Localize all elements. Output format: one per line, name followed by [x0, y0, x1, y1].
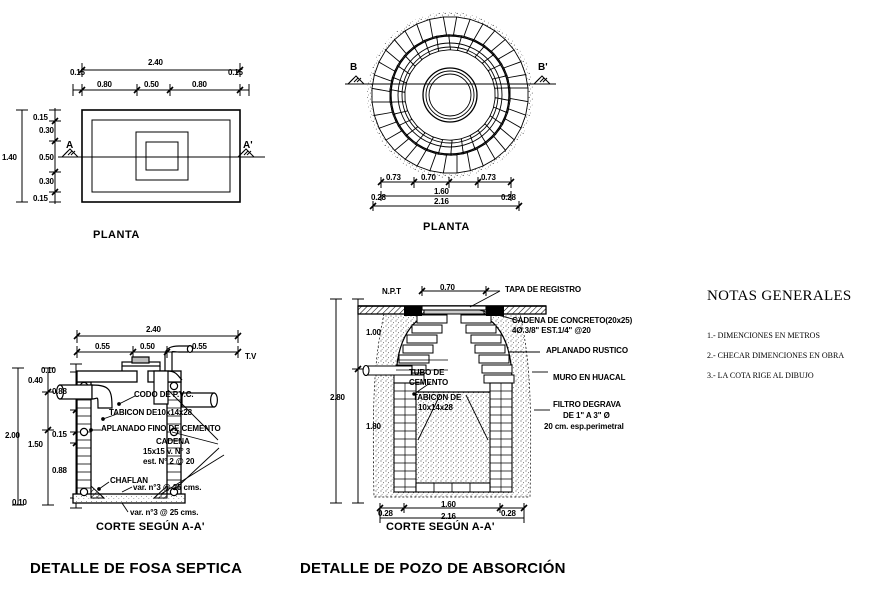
sec-septic-vdim-088a: 0.88	[52, 387, 67, 396]
label-tv: T.V	[245, 352, 257, 361]
label-cadena-line3: est. N° 2 @ 20	[143, 457, 195, 466]
plan-septic-dim-1: 0.80	[97, 80, 112, 89]
label-npt: N.P.T	[382, 287, 401, 296]
sec-septic-vdim-010a: 0.10	[41, 366, 56, 375]
sec-septic-dim-2: 0.55	[192, 342, 207, 351]
sec-septic-vdim-040: 0.40	[28, 376, 43, 385]
sec-well-vdim-100: 1.00	[366, 328, 381, 337]
sec-septic-dim-overall: 2.40	[146, 325, 161, 334]
plan-septic-dim-0: 0.15	[70, 68, 85, 77]
label-tubo-cemento-2: CEMENTO	[409, 378, 449, 387]
plan-well-dim-160: 1.60	[434, 187, 449, 196]
sec-septic-vdim-010b: 0.10	[12, 498, 27, 507]
sec-well-dim-right-28: 0.28	[501, 509, 516, 518]
label-cadena-concreto-1: CADENA DE CONCRETO(20x25)	[512, 316, 633, 325]
plan-well-dim-right-28: 0.28	[501, 193, 516, 202]
plan-septic-dim-overall: 2.40	[148, 58, 163, 67]
sec-well-dim-left-28: 0.28	[378, 509, 393, 518]
plan-well-caption: PLANTA	[423, 221, 470, 233]
section-arrow-b	[348, 76, 364, 84]
sec-well-caption: CORTE SEGÚN A-A'	[386, 521, 495, 533]
plan-septic-mark-a-prime: A'	[243, 140, 253, 151]
sec-well-dim-tapa: 0.70	[440, 283, 455, 292]
sec-well-dim-216: 2.16	[441, 512, 456, 521]
plan-well-dim-2: 0.73	[481, 173, 496, 182]
label-chaflan: CHAFLAN	[110, 476, 148, 485]
plan-septic-mark-a: A	[66, 140, 74, 151]
title-fosa-septica: DETALLE DE FOSA SEPTICA	[30, 560, 243, 577]
sec-septic-dim-1: 0.50	[140, 342, 155, 351]
sec-septic-vdim-200: 2.00	[5, 431, 20, 440]
plan-well-mark-b-prime: B'	[538, 62, 548, 73]
plan-septic-dim-2: 0.50	[144, 80, 159, 89]
plan-well-dim-1: 0.70	[421, 173, 436, 182]
plan-well-mark-b: B	[350, 62, 358, 73]
notes-title: NOTAS GENERALES	[707, 288, 852, 304]
plan-septic-vdim-overall: 1.40	[2, 153, 17, 162]
label-cadena-line2: 15x15 v. N° 3	[143, 447, 191, 456]
label-filtro-2: DE 1" A 3" Ø	[563, 411, 610, 420]
label-cadena-concreto-2: 4Ø 3/8" EST.1/4" @20	[512, 326, 591, 335]
plan-well-dim-left-28: 0.28	[371, 193, 386, 202]
sec-septic-dim-0: 0.55	[95, 342, 110, 351]
plan-septic-dim-3: 0.80	[192, 80, 207, 89]
sec-septic-vdim-088b: 0.88	[52, 466, 67, 475]
section-well-top-beam	[404, 306, 504, 316]
plan-septic-vdim-4: 0.15	[33, 194, 48, 203]
plan-well-dim-216: 2.16	[434, 197, 449, 206]
title-pozo-absorcion: DETALLE DE POZO DE ABSORCIÓN	[300, 560, 566, 577]
plan-septic-vdim-0: 0.15	[33, 113, 48, 122]
label-codo-pvc: CODO DE P.V.C.	[134, 390, 194, 399]
label-cadena-line1: CADENA	[156, 437, 190, 446]
plan-septic-dim-4: 0.15	[228, 68, 243, 77]
sec-well-vdim-280: 2.80	[330, 393, 345, 402]
plan-septic-outline	[82, 110, 240, 202]
sec-well-dim-160: 1.60	[441, 500, 456, 509]
notes-item-2: 2.- CHECAR DIMENCIONES EN OBRA	[707, 351, 845, 360]
notes-item-1: 1.- DIMENCIONES EN METROS	[707, 331, 820, 340]
sec-septic-vdim-150: 1.50	[28, 440, 43, 449]
label-muro-huacal: MURO EN HUACAL	[553, 373, 626, 382]
label-var-lower: var. n°3 @ 25 cms.	[130, 508, 199, 517]
plan-septic-caption: PLANTA	[93, 229, 140, 241]
label-tabicon: TABICON DE10x14x28	[109, 408, 192, 417]
plan-well-dim-0: 0.73	[386, 173, 401, 182]
label-filtro-3: 20 cm. esp.perimetral	[544, 422, 624, 431]
label-tubo-cemento-1: TUBO DE	[409, 368, 445, 377]
label-aplanado-fino: APLANADO FINO DE CEMENTO	[101, 424, 221, 433]
label-tapa-registro: TAPA DE REGISTRO	[505, 285, 582, 294]
section-arrow-b-prime	[534, 76, 550, 84]
sec-well-vdim-180: 1.80	[366, 422, 381, 431]
plan-septic-vdim-3: 0.30	[39, 177, 54, 186]
label-tabicon-well-1: TABICON DE	[413, 393, 462, 402]
label-filtro-1: FILTRO DEGRAVA	[553, 400, 621, 409]
label-tabicon-well-2: 10x14x28	[418, 403, 453, 412]
plan-septic-vdim-1: 0.30	[39, 126, 54, 135]
label-var-upper: var. n°3 @ 25 cms.	[133, 483, 202, 492]
sec-septic-caption: CORTE SEGÚN A-A'	[96, 521, 205, 533]
plan-septic-vdim-2: 0.50	[39, 153, 54, 162]
label-aplanado-rustico: APLANADO RUSTICO	[546, 346, 628, 355]
sec-septic-vdim-015: 0.15	[52, 430, 67, 439]
notes-item-3: 3.- LA COTA RIGE AL DIBUJO	[707, 371, 814, 380]
